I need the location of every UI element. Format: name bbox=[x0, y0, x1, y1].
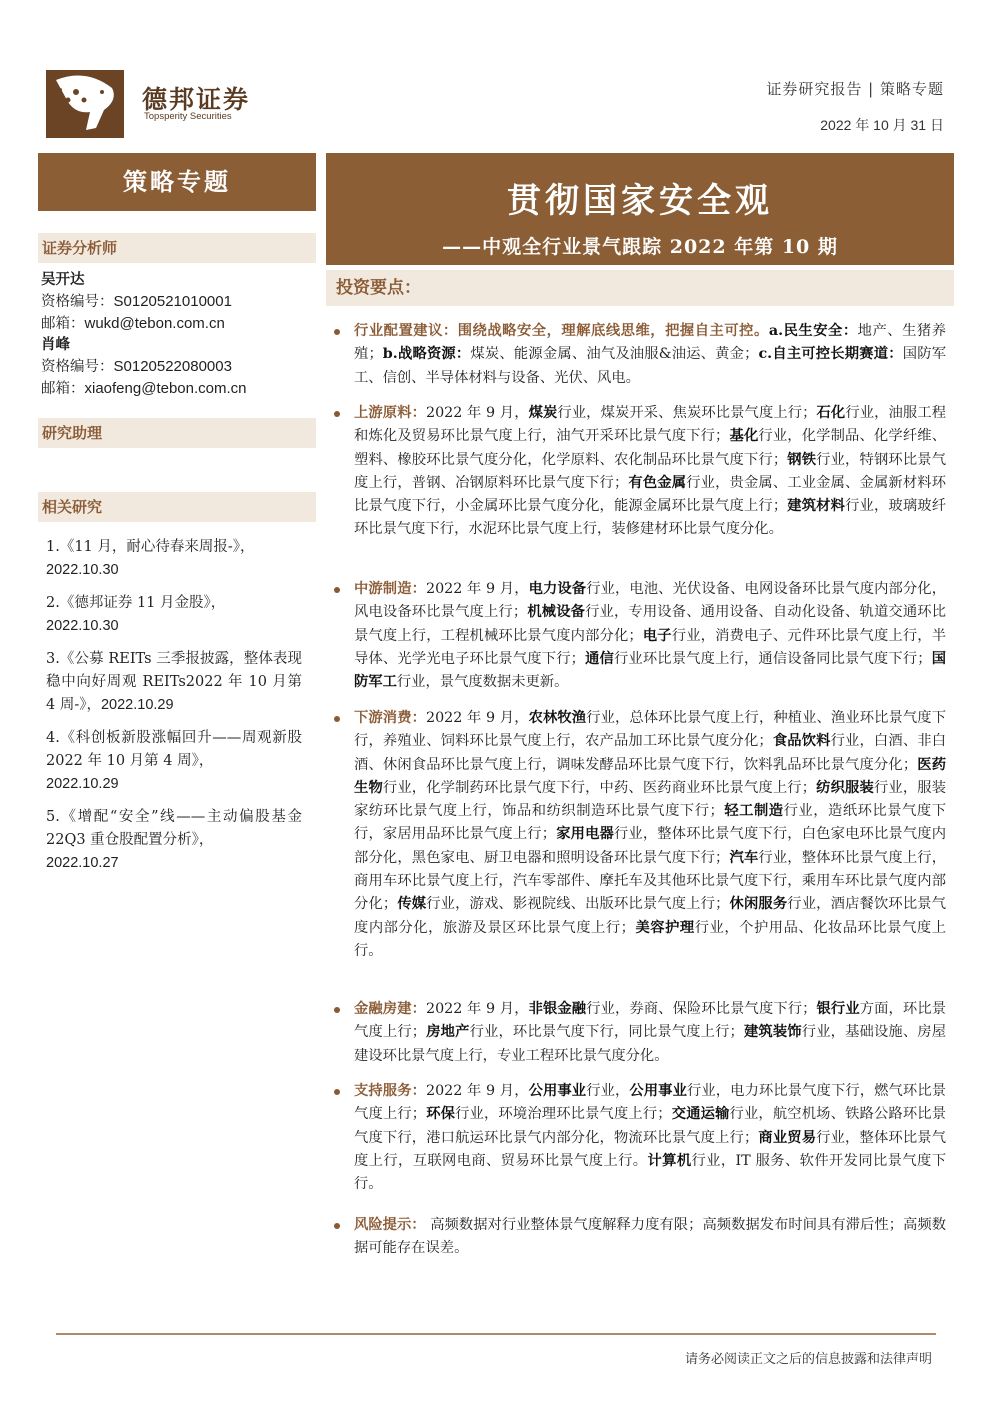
email-link[interactable]: wukd@tebon.com.cn bbox=[84, 315, 225, 332]
key-point-allocation bbox=[334, 320, 946, 390]
bullet-segment: 2022 年 9 月， bbox=[425, 710, 529, 726]
bullet-segment: 行业，航空机场、铁路公路环比景气度下行，港口航运环比景气内部分化，物流环比景气度上行； bbox=[354, 1106, 947, 1146]
bullet-label: 支持服务： bbox=[354, 1083, 426, 1099]
bullet-text bbox=[354, 1214, 946, 1261]
industry-name: 基化 bbox=[729, 428, 759, 445]
bullet-segment: 行业，整体环比景气度上行，互联网电商、贸易环比景气度上行。 bbox=[354, 1129, 947, 1169]
bullet-label: 中游制造： bbox=[354, 581, 426, 597]
bullet-dot-icon bbox=[334, 329, 340, 335]
analyst-name: 肖峰 bbox=[41, 336, 70, 353]
cert-label: 资格编号： bbox=[41, 294, 114, 310]
industry-name: 食品饮料 bbox=[772, 733, 831, 750]
bullet-segment: 行业，造纸环比景气度下行，家居用品环比景气度上行； bbox=[354, 803, 947, 843]
bullet-segment: 地产、生猪养殖； bbox=[354, 323, 947, 363]
bullet-segment: 国防军工、信创、半导体材料与设备、光伏、风电。 bbox=[354, 346, 947, 386]
related-date: 2022.10.27 bbox=[46, 855, 119, 871]
bullet-label: 金融房建： bbox=[354, 1001, 426, 1017]
related-title: 5.《增配“安全”线——主动偏股基金 22Q3 重仓股配置分析》， bbox=[46, 809, 302, 848]
assistant-heading: 研究助理 bbox=[38, 418, 316, 448]
industry-name: 国防军工 bbox=[354, 650, 947, 691]
industry-name: 银行业 bbox=[816, 1001, 860, 1017]
industry-name: 煤炭 bbox=[528, 405, 558, 421]
logo-text-cn: 德邦证券 bbox=[142, 85, 251, 114]
related-date: 2022.10.29 bbox=[46, 776, 119, 792]
bullet-segment: 高频数据对行业整体景气度解释力度有限；高频数据发布时间具有滞后性；高频数据可能存在误差。 bbox=[354, 1217, 946, 1257]
report-date: 2022 年 10 月 31 日 bbox=[820, 117, 944, 133]
related-title: 1.《11 月，耐心待春来周报-》， bbox=[46, 539, 255, 555]
bullet-text bbox=[354, 998, 946, 1068]
bullet-segment: 行业，环比景气度下行，同比景气度上行； bbox=[469, 1024, 744, 1041]
bullet-segment: 行业，环境治理环比景气度上行； bbox=[455, 1106, 672, 1123]
industry-name: a.民生安全： bbox=[768, 323, 858, 339]
bullet-segment: 行业，酒店餐饮环比景气度内部分化，旅游及景区环比景气度上行； bbox=[354, 896, 947, 936]
bullet-segment: 行业，总体环比景气度上行，种植业、渔业环比景气度下行，养殖业、饲料环比景气度上行，农产品加工环比景气度分化； bbox=[354, 710, 947, 750]
bullet-segment: 方面，环比景气度上行； bbox=[354, 1001, 947, 1041]
bullet-segment: 行业，贵金属、工业金属、金属新材料环比景气度下行，小金属环比景气度分化，能源金属环比景气度上行； bbox=[354, 474, 947, 515]
bullet-segment: 行业，特钢环比景气度上行，普钢、冶钢原料环比景气度下行； bbox=[354, 451, 947, 491]
analyst-cert bbox=[41, 290, 232, 311]
industry-name: 钢铁 bbox=[787, 451, 817, 468]
bullet-segment: 围绕战略安全，理解底线思维，把握自主可控。 bbox=[457, 323, 769, 339]
bullet-label: 下游消费： bbox=[354, 710, 426, 726]
key-point-downstream bbox=[334, 707, 946, 963]
bullet-text bbox=[354, 578, 946, 694]
bullet-segment: 行业，基础设施、房屋建设环比景气度上行，专业工程环比景气度分化。 bbox=[354, 1024, 947, 1064]
email-link[interactable]: xiaofeng@tebon.com.cn bbox=[84, 380, 247, 397]
bullet-text bbox=[354, 1080, 946, 1196]
industry-name: 机械设备 bbox=[527, 604, 586, 621]
bullet-segment: 行业，煤炭开采、焦炭环比景气度上行； bbox=[557, 405, 817, 421]
analyst-email bbox=[41, 377, 247, 398]
bullet-segment: 行业，整体环比景气度上行，商用车环比景气度上行，汽车零部件、摩托车及其他环比景气度下行，乘用车环比景气度内部分化； bbox=[354, 849, 946, 913]
bullet-segment: 行业，电池、光伏设备、电网设备环比景气度内部分化，风电设备环比景气度上行； bbox=[354, 581, 947, 621]
bullet-label: 上游原料： bbox=[354, 405, 426, 421]
bullet-segment: 行业，专用设备、通用设备、自动化设备、轨道交通环比景气度上行，工程机械环比景气度内部分化； bbox=[354, 604, 947, 644]
industry-name: 电子 bbox=[642, 627, 672, 644]
industry-name: 休闲服务 bbox=[729, 896, 788, 913]
bullet-segment: 行业，券商、保险环比景气度下行； bbox=[586, 1001, 817, 1017]
logo-text-en: Topsperity Securities bbox=[144, 111, 232, 122]
page-subtitle: ——中观全行业景气跟踪 2022 年第 10 期 bbox=[442, 236, 838, 258]
bullet-segment: 行业，消费电子、元件环比景气度上行，半导体、光学光电子环比景气度下行； bbox=[354, 627, 947, 667]
industry-name: b.战略资源： bbox=[382, 346, 471, 363]
industry-name: 交通运输 bbox=[671, 1106, 730, 1123]
cert-number: S0120521010001 bbox=[113, 293, 232, 310]
industry-name: 商业贸易 bbox=[758, 1129, 817, 1146]
key-point-upstream bbox=[334, 402, 946, 542]
related-title: 3.《公募 REITs 三季报披露，整体表现稳中向好周观 REITs2022 年 10 月第 4 周-》， bbox=[46, 651, 302, 713]
industry-name: 电力设备 bbox=[528, 581, 587, 597]
bullet-segment: 行业，玻璃玻纤环比景气度下行，水泥环比景气度上行，装修建材环比景气度分化。 bbox=[354, 498, 947, 538]
bullet-text bbox=[354, 320, 946, 390]
bullet-segment: 2022 年 9 月， bbox=[425, 1083, 529, 1099]
industry-name: 非银金融 bbox=[528, 1001, 587, 1017]
bullet-segment: 2022 年 9 月， bbox=[425, 1001, 529, 1017]
analyst-heading: 证券分析师 bbox=[38, 233, 316, 263]
industry-name: c.自主可控长期赛道： bbox=[758, 346, 903, 363]
analyst-email bbox=[41, 312, 225, 333]
key-point-finance-property bbox=[334, 998, 946, 1068]
industry-name: 纺织服装 bbox=[816, 779, 874, 796]
bullet-segment: 行业，IT 服务、软件开发同比景气度下行。 bbox=[354, 1152, 947, 1193]
report-type: 证券研究报告 | 策略专题 bbox=[766, 80, 944, 98]
bullet-segment: 行业，电力环比景气度下行，燃气环比景气度上行； bbox=[354, 1083, 947, 1123]
industry-name: 公用事业 bbox=[528, 1083, 587, 1099]
related-research-list bbox=[46, 536, 302, 885]
key-point-midstream bbox=[334, 578, 946, 694]
bullet-label: 行业配置建议： bbox=[354, 323, 458, 339]
related-research-item[interactable] bbox=[46, 648, 302, 717]
key-point-support-services bbox=[334, 1080, 946, 1196]
industry-name: 医药生物 bbox=[354, 756, 947, 796]
bullet-segment: 行业，化学制药环比景气度下行，中药、医药商业环比景气度上行； bbox=[382, 779, 817, 796]
bullet-dot-icon bbox=[334, 411, 340, 417]
related-title: 2.《德邦证券 11 月金股》， bbox=[46, 595, 226, 611]
cert-number: S0120522080003 bbox=[113, 358, 232, 375]
related-date: 2022.10.29 bbox=[100, 697, 174, 713]
industry-name: 农林牧渔 bbox=[528, 710, 587, 726]
bullet-dot-icon bbox=[334, 1223, 340, 1229]
industry-name: 建筑材料 bbox=[787, 498, 846, 515]
cert-label: 资格编号： bbox=[41, 359, 114, 375]
industry-name: 家用电器 bbox=[556, 826, 614, 843]
sidebar-banner: 策略专题 bbox=[38, 153, 316, 211]
email-label: 邮箱： bbox=[41, 316, 85, 332]
related-heading: 相关研究 bbox=[38, 492, 316, 522]
bullet-text bbox=[354, 402, 946, 542]
industry-name: 汽车 bbox=[729, 849, 759, 866]
bullet-segment: 行业环比景气度上行，通信设备同比景气度下行； bbox=[613, 650, 932, 667]
related-date: 2022.10.30 bbox=[46, 562, 119, 578]
logo-icon bbox=[46, 70, 124, 138]
bullet-label: 风险提示： bbox=[354, 1217, 426, 1233]
analyst-name: 吴开达 bbox=[41, 271, 85, 288]
footer-disclaimer[interactable]: 请务必阅读正文之后的信息披露和法律声明 bbox=[684, 1352, 932, 1367]
bullet-dot-icon bbox=[334, 587, 340, 593]
industry-name: 环保 bbox=[426, 1106, 456, 1123]
footer-divider bbox=[56, 1333, 936, 1335]
bullet-dot-icon bbox=[334, 716, 340, 722]
industry-name: 公用事业 bbox=[629, 1083, 687, 1099]
bullet-dot-icon bbox=[334, 1089, 340, 1095]
related-date: 2022.10.30 bbox=[46, 618, 119, 634]
industry-name: 计算机 bbox=[647, 1152, 692, 1169]
related-research-item[interactable] bbox=[46, 806, 302, 875]
bullet-text bbox=[354, 707, 946, 963]
bullet-dot-icon bbox=[334, 1007, 340, 1013]
industry-name: 有色金属 bbox=[628, 474, 687, 491]
related-research-item[interactable] bbox=[46, 592, 302, 638]
bullet-segment: 行业，个护用品、化妆品环比景气度上行。 bbox=[354, 919, 947, 959]
related-research-item[interactable] bbox=[46, 536, 302, 582]
industry-name: 美容护理 bbox=[634, 919, 695, 936]
industry-name: 传媒 bbox=[397, 896, 427, 913]
industry-name: 轻工制造 bbox=[723, 803, 784, 820]
bullet-segment: 煤炭、能源金属、油气及油服&油运、黄金； bbox=[470, 346, 759, 363]
analyst-cert bbox=[41, 355, 232, 376]
bullet-segment: 2022 年 9 月， bbox=[425, 581, 529, 597]
title-band bbox=[326, 153, 954, 265]
industry-name: 建筑装饰 bbox=[743, 1024, 802, 1041]
industry-name: 房地产 bbox=[426, 1024, 470, 1041]
bullet-segment: 行业， bbox=[586, 1083, 630, 1099]
related-title: 4.《科创板新股涨幅回升——周观新股 2022 年 10 月第 4 周》， bbox=[46, 730, 302, 769]
bullet-segment: 行业，服装家纺环比景气度上行，饰品和纺织制造环比景气度下行； bbox=[354, 779, 947, 820]
bullet-segment: 行业，整体环比景气度下行，白色家电环比景气度内部分化，黑色家电、厨卫电器和照明设备环比景气度下行； bbox=[354, 826, 947, 866]
email-label: 邮箱： bbox=[41, 381, 85, 397]
bullet-segment: 行业，油服工程和炼化及贸易环比景气度上行，油气开采环比景气度下行； bbox=[354, 405, 947, 445]
industry-name: 石化 bbox=[816, 405, 846, 421]
related-research-item[interactable] bbox=[46, 727, 302, 796]
bullet-segment: 行业，景气度数据未更新。 bbox=[396, 674, 569, 691]
bullet-segment: 行业，化学制品、化学纤维、塑料、橡胶环比景气度分化，化学原料、农化制品环比景气度下行； bbox=[354, 428, 946, 468]
industry-name: 通信 bbox=[584, 650, 614, 667]
page-title: 贯彻国家安全观 bbox=[507, 181, 773, 221]
key-point-risk bbox=[334, 1214, 946, 1261]
key-points-heading: 投资要点： bbox=[326, 270, 954, 306]
bullet-segment: 行业，白酒、非白酒、休闲食品环比景气度上行，调味发酵品环比景气度下行，饮料乳品环比景气度分化； bbox=[354, 733, 947, 773]
bullet-segment: 2022 年 9 月， bbox=[425, 405, 529, 421]
bullet-segment: 行业，游戏、影视院线、出版环比景气度上行； bbox=[426, 896, 730, 913]
